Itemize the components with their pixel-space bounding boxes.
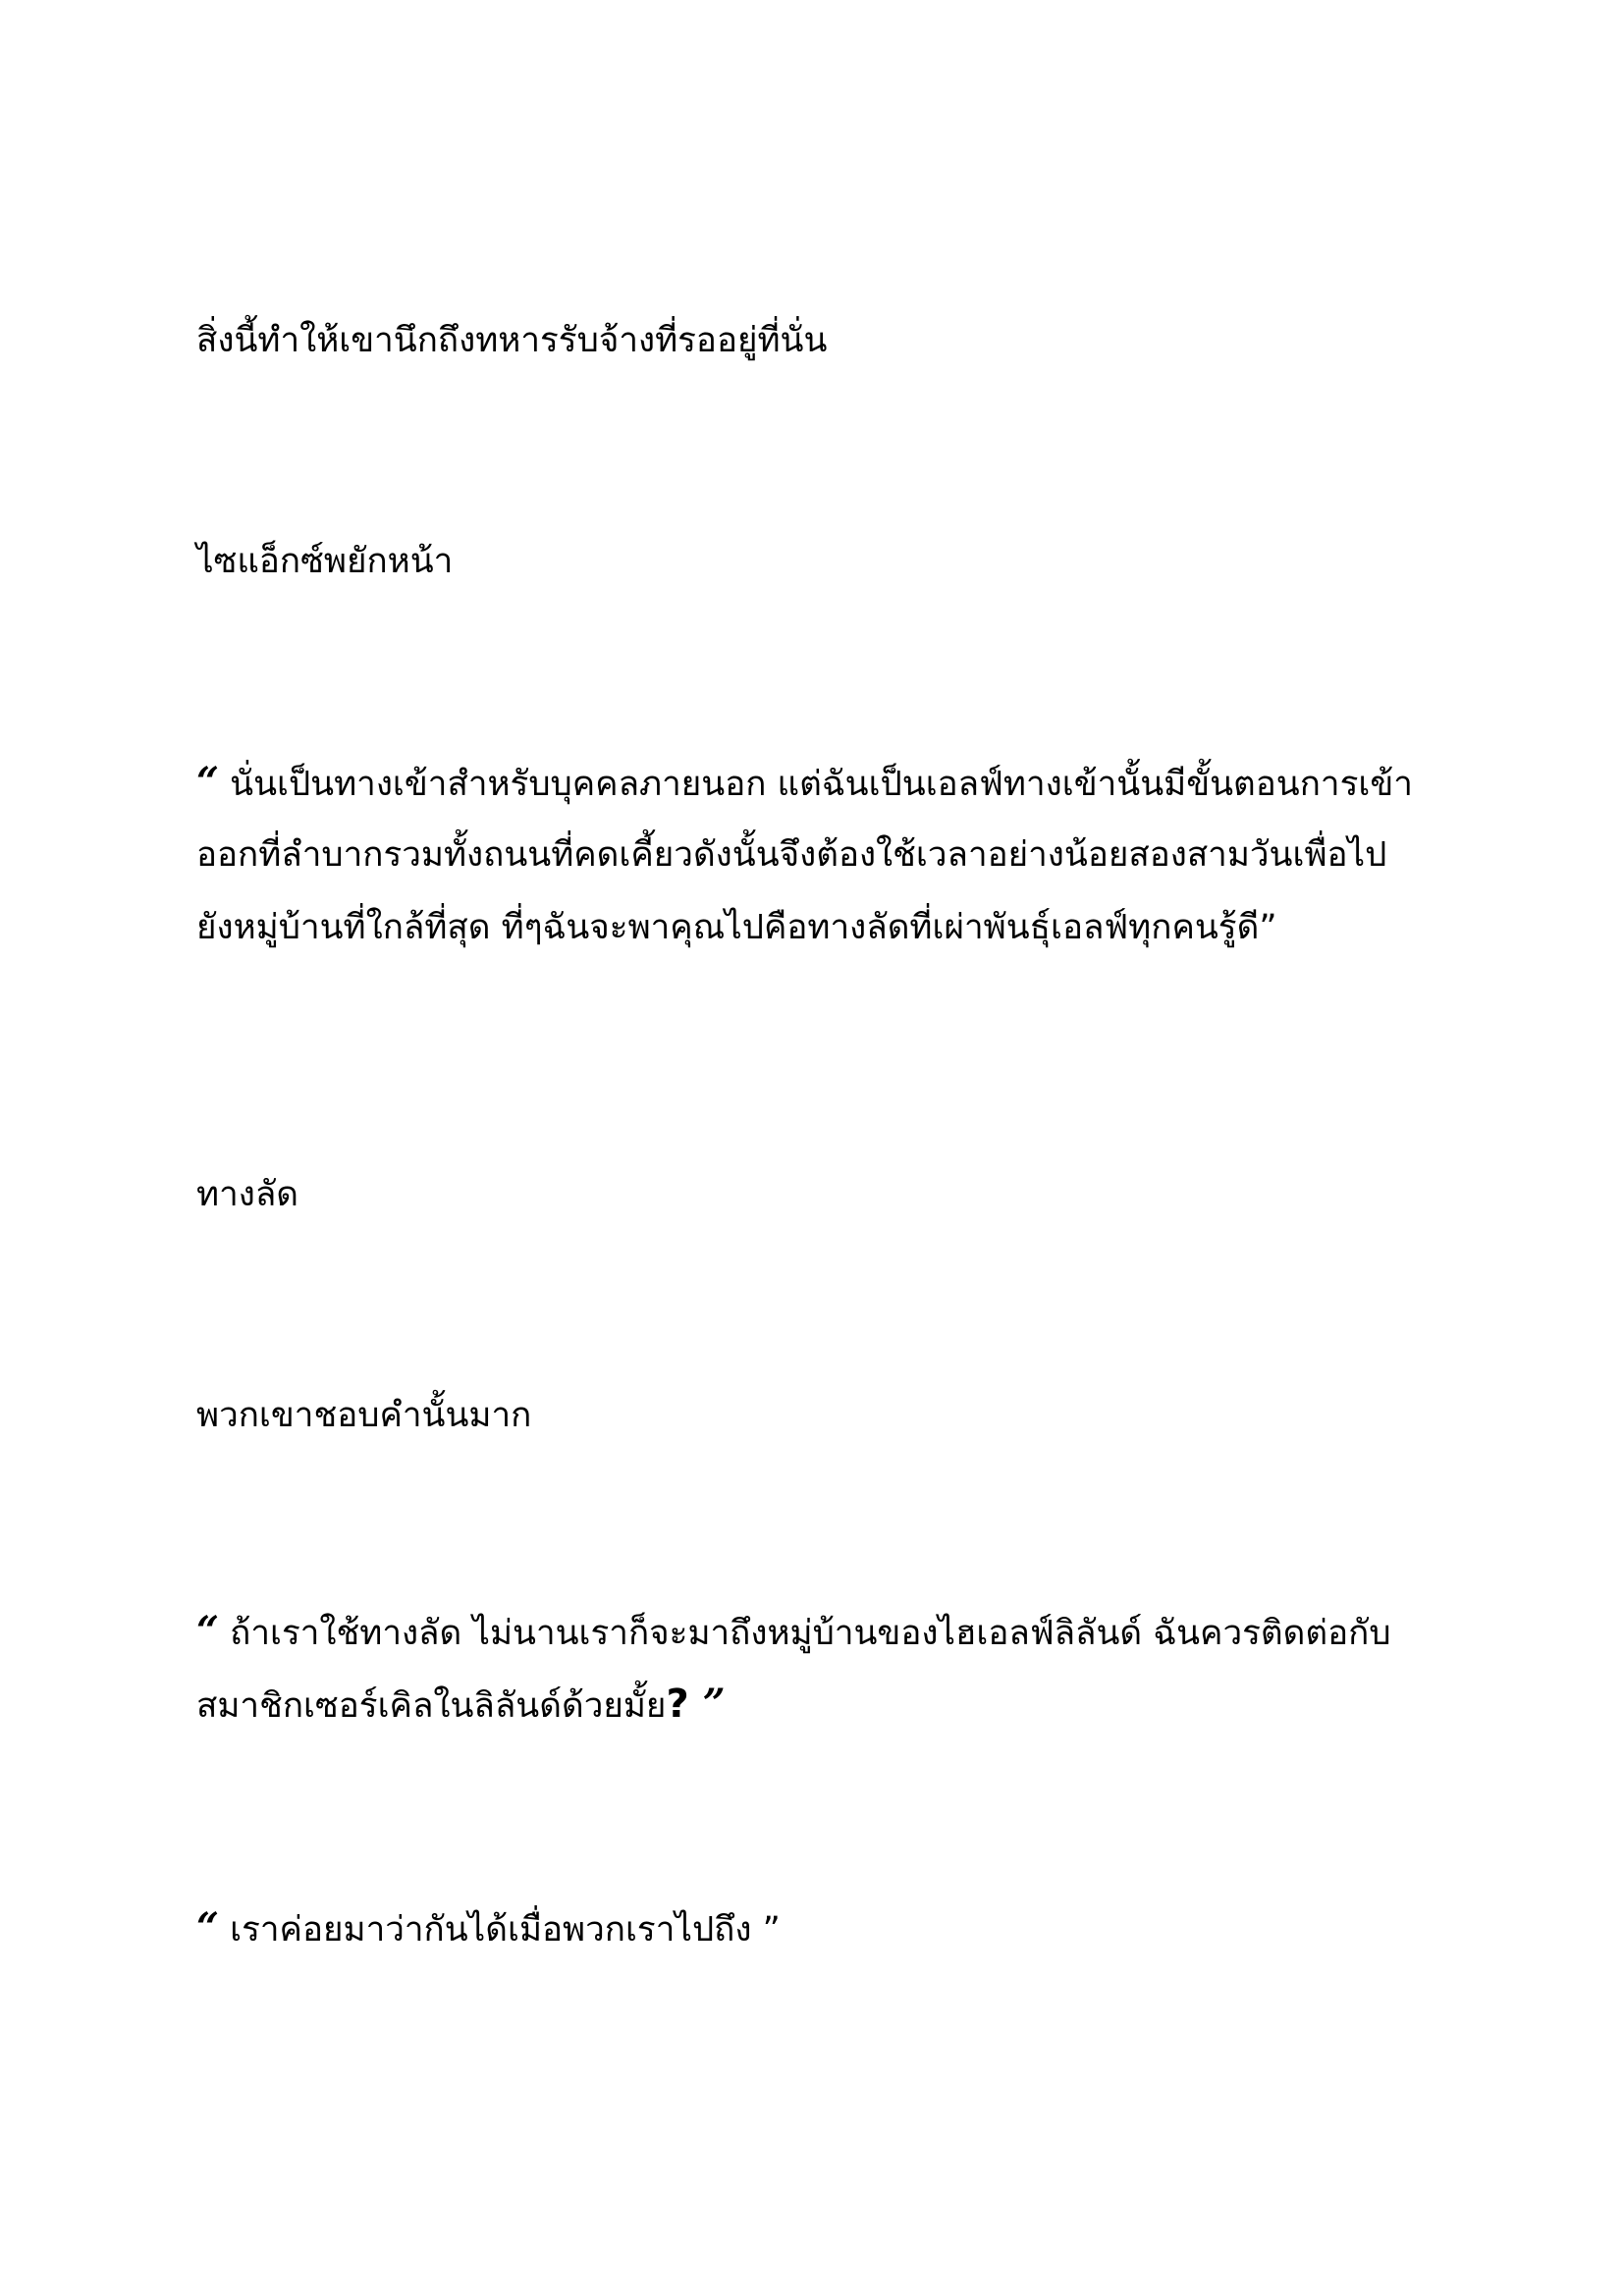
line-text: ถ้าเราใช้ทางลัด ไม่นานเราก็จะมาถึงหมู่บ้านของไฮเอลฟ์ลิลันด์ ฉันควรติดต่อกับ <box>219 1614 1391 1653</box>
paragraph-line: ยังหมู่บ้านที่ใกล้ที่สุด ที่ๆฉันจะพาคุณไปคือทางลัดที่เผ่าพันธุ์เอลฟ์ทุกคนรู้ดี” <box>196 908 1277 947</box>
paragraph-line: พวกเขาชอบคำนั้นมาก <box>196 1396 532 1435</box>
close-quote-mark: ” <box>688 1681 726 1727</box>
paragraph-4 <box>196 1158 1473 1231</box>
paragraph-7 <box>196 1892 1473 1964</box>
open-quote-mark: “ <box>196 759 220 805</box>
paragraph-line: ทางลัด <box>196 1175 298 1214</box>
paragraph-5 <box>196 1379 1473 1452</box>
paragraph-line <box>196 746 1473 819</box>
paragraph-line: ออกที่ลำบากรวมทั้งถนนที่คดเคี้ยวดังนั้นจึงต้องใช้เวลาอย่างน้อยสองสามวันเพื่อไป <box>196 835 1387 875</box>
line-text: สมาชิกเซอร์เคิลในลิลันด์ด้วยมั้ย <box>196 1686 667 1726</box>
line-text: นั่นเป็นทางเข้าสำหรับบุคคลภายนอก แต่ฉันเป็นเอลฟ์ทางเข้านั้นมีขั้นตอนการเข้า <box>219 765 1413 804</box>
paragraph-2 <box>196 525 1473 598</box>
open-quote-mark: “ <box>196 1904 220 1950</box>
paragraph-line <box>196 1595 1473 1668</box>
paragraph-3 <box>196 746 1473 964</box>
paragraph-line <box>196 1892 1473 1964</box>
question-mark: ? <box>666 1682 689 1727</box>
paragraph-line <box>196 1668 1473 1740</box>
open-quote-mark: “ <box>196 1608 220 1654</box>
paragraph-line: ไซแอ็กซ์พยักหน้า <box>196 542 454 581</box>
line-text: เราค่อยมาว่ากันได้เมื่อพวกเราไปถึง ” <box>219 1910 781 1949</box>
paragraph-6 <box>196 1595 1473 1740</box>
paragraph-1 <box>196 304 1473 377</box>
paragraph-line: สิ่งนี้ทำให้เขานึกถึงทหารรับจ้างที่รออยู่ที่นั่น <box>196 321 828 360</box>
